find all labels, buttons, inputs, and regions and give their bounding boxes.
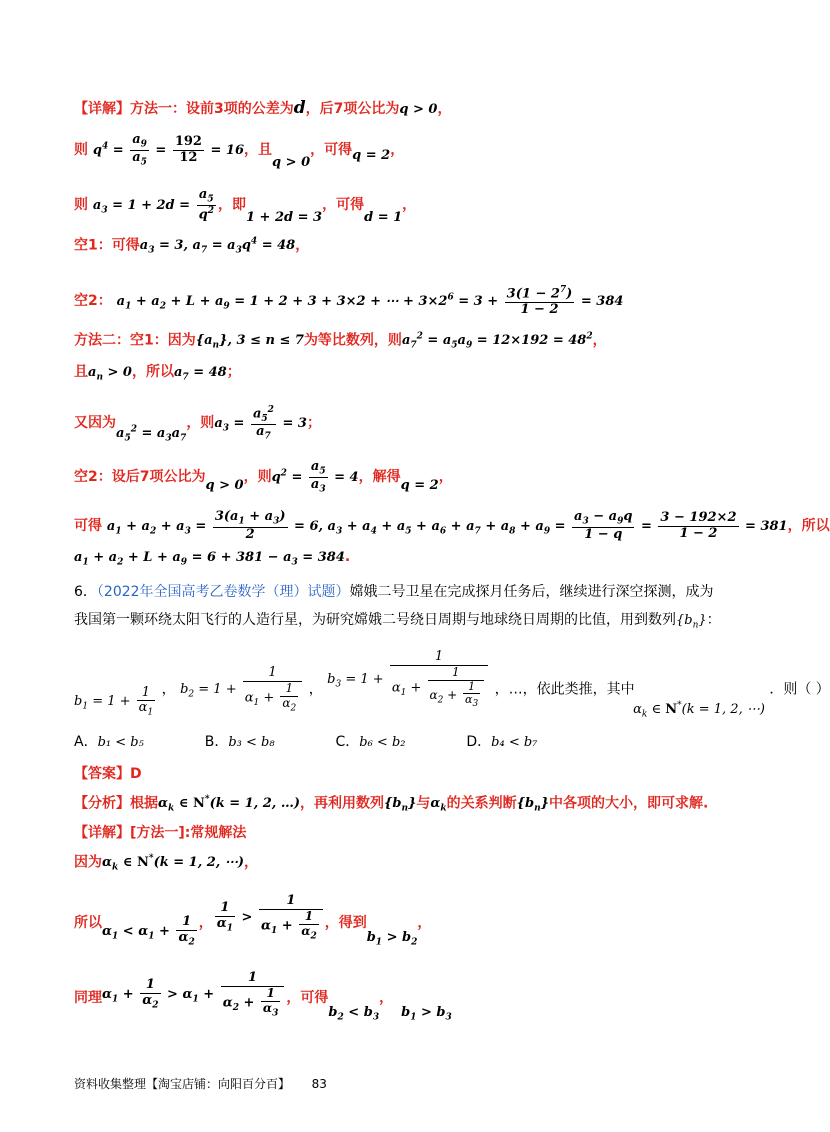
option-b[interactable]: B．b₃ < b₈: [204, 734, 275, 750]
detail-line-4: 空1：可得$a_3 = 3$, $a_7 = a_3q^4 = 48$，: [74, 237, 310, 256]
page-footer: 资料收集整理【淘宝店铺：向阳百分百】 83: [74, 1077, 327, 1091]
detail-line-8: 又因为$a_5^2 = a_3a_7$，则$a_3$ = $\frac{a_5^2}{a_7}$ = 3；: [74, 405, 321, 444]
option-d[interactable]: D．b₄ < b₇: [466, 734, 538, 750]
detail-line-6: 方法二：空1：因为$\{a_n\}$, 3 ≤ n ≤ 7为等比数列，则$a_7^2 = a_5a_9 = 12\times 192 = 48^2$，: [74, 332, 607, 351]
answer-line: 【答案】D: [74, 766, 142, 782]
so-line: 所以$\alpha_1 < \alpha_1$ + $\frac{1}{\alpha_2}$ ， $\frac{1}{\alpha_1}$ > 1 $\alpha_1$ + $\frac{1}{\alpha_2}$ ，得到$b_1 > b_2$，: [74, 893, 432, 948]
detail-line-5: 空2： $a_1 + a_2 + L + a_9 = 1 + 2 + 3 + 3\times 2$ + ⋯ + $3\times 2^6 = 3$ + $\frac{3(1 - 2^7)}{1 - 2}$ = 384: [74, 285, 624, 318]
same-line: 同理$\alpha_1$ + $\frac{1}{\alpha_2}$ > $\alpha_1$ + 1 $\alpha_2$ + $\frac{1}{\alpha_3}$ ，可得$b_2 < b_3$，$b_1 > b_3$: [74, 970, 452, 1023]
detail-line-10: 可得 $a_1 + a_2 + a_3$ = $\frac{3(a_1 + a_3)}{2}$ = 6, $a_3 + a_4 + a_5 + a_6 + a_7 + a_8 + a_9$ = $\frac{a_3 - a_9q}{1 - q}$ = $\frac{3 - 192\times 2}{1 - 2}$ = 381，所以: [74, 509, 830, 542]
page-number: 83: [311, 1077, 327, 1091]
detail-line-1: 【详解】方法一：设前3项的公差为d，后7项公比为q > 0，: [74, 98, 452, 118]
question-6-line-2: 我国第一颗环绕太阳飞行的人造行星，为研究嫦娥二号绕日周期与地球绕日周期的比值，用到数列$\{b_n\}$：: [74, 612, 721, 631]
detail-line-7: 且$a_n > 0$，所以$a_7 = 48$；: [74, 364, 241, 383]
question-6-line-1: 6．（2022年全国高考乙卷数学（理）试题）嫦娥二号卫星在完成探月任务后，继续进行深空探测，成为: [74, 584, 714, 600]
analysis-line: 【分析】根据$\alpha_k$ ∈ N*(k = 1, 2, …)，再利用数列$\{b_n\}$与$\alpha_k$的关系判断$\{b_n\}$中各项的大小，即可求解.: [74, 795, 709, 814]
option-c[interactable]: C．b₆ < b₂: [335, 734, 406, 750]
detail-line-3: 则 $a_3 = 1 + 2d$ = $\frac{a_5}{q^2}$ ，即1 + 2d = 3，可得d = 1，: [74, 187, 417, 226]
detail-method-1: 【详解】[方法一]:常规解法: [74, 825, 247, 841]
because-line: 因为$\alpha_k$ ∈ N*(k = 1, 2, ⋯)，: [74, 854, 259, 873]
option-a[interactable]: A．b₁ < b₅: [74, 734, 144, 750]
detail-line-9: 空2：设后7项公比为q > 0，则$q^2$ = $\frac{a_5}{a_3}$ = 4，解得q = 2，: [74, 459, 453, 495]
detail-line-11: $a_1 + a_2 + L + a_9 = 6 + 381 - a_3 = 384$.: [74, 549, 351, 568]
options-row: [74, 735, 537, 749]
detail-line-2: 则 $q^4$ = $\frac{a_9}{a_5}$ = $\frac{192}{12}$ = 16，且q > 0，可得q = 2，: [74, 132, 405, 170]
question-6-formulas: $b_1 = 1$ + $\frac{1}{\alpha_1}$ ， $b_2 = 1$ + 1 $\alpha_1$ + $\frac{1}{\alpha_2}$ ， $b_3 = 1$ + 1 $\alpha_1$ + 1 $\alpha_2$ + $\frac{1}{\alpha_3}$ ，…，依此类推，其中 $\alpha_k$ ∈ N*(k = 1, 2, ⋯) ．则（ ）: [74, 649, 830, 721]
